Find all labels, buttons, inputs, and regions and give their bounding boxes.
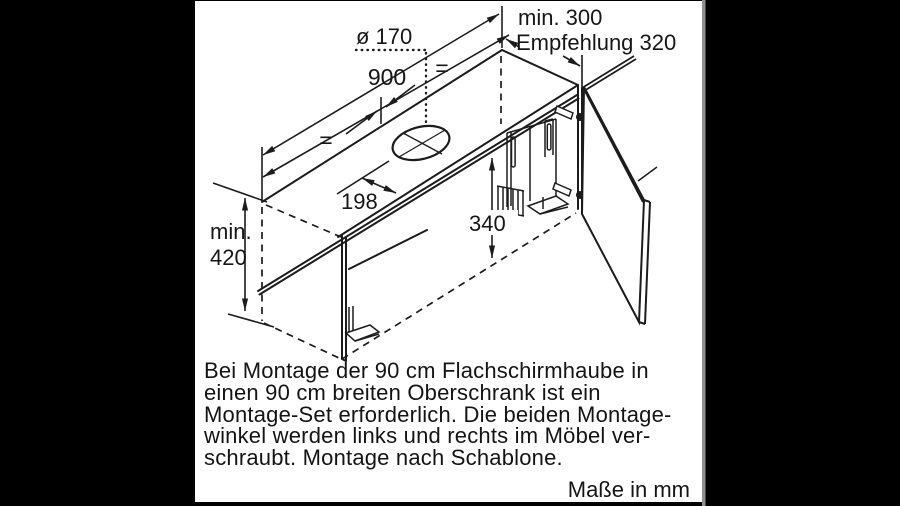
vent-diameter-label: ø 170 (356, 24, 413, 49)
units-note: Maße in mm (567, 477, 690, 502)
installation-note (204, 360, 684, 469)
note-line: winkel werden links und rechts im Möbel ver- (204, 423, 651, 449)
min-clearance-label: min. 300 (518, 5, 603, 30)
note-line: einen 90 cm breiten Oberschrank ist ein (204, 379, 601, 405)
note-line: Montage-Set erforderlich. Die beiden Montage- (204, 401, 672, 427)
min-height-label-min: min. (210, 219, 252, 244)
min-height-label-420: 420 (210, 245, 247, 270)
cabinet-width-label: 900 (367, 64, 407, 90)
interior-height-label: 340 (469, 211, 506, 236)
equal-mark-right: = (435, 55, 449, 81)
right-edge-strip (702, 0, 706, 506)
note-line: Bei Montage der 90 cm Flachschirmhaube in (204, 358, 649, 383)
vent-offset-label: 198 (341, 189, 378, 214)
note-line: schraubt. Montage nach Schablone. (204, 445, 563, 471)
equal-mark-left: = (319, 127, 333, 153)
recommended-clearance-label: Empfehlung 320 (516, 30, 677, 55)
